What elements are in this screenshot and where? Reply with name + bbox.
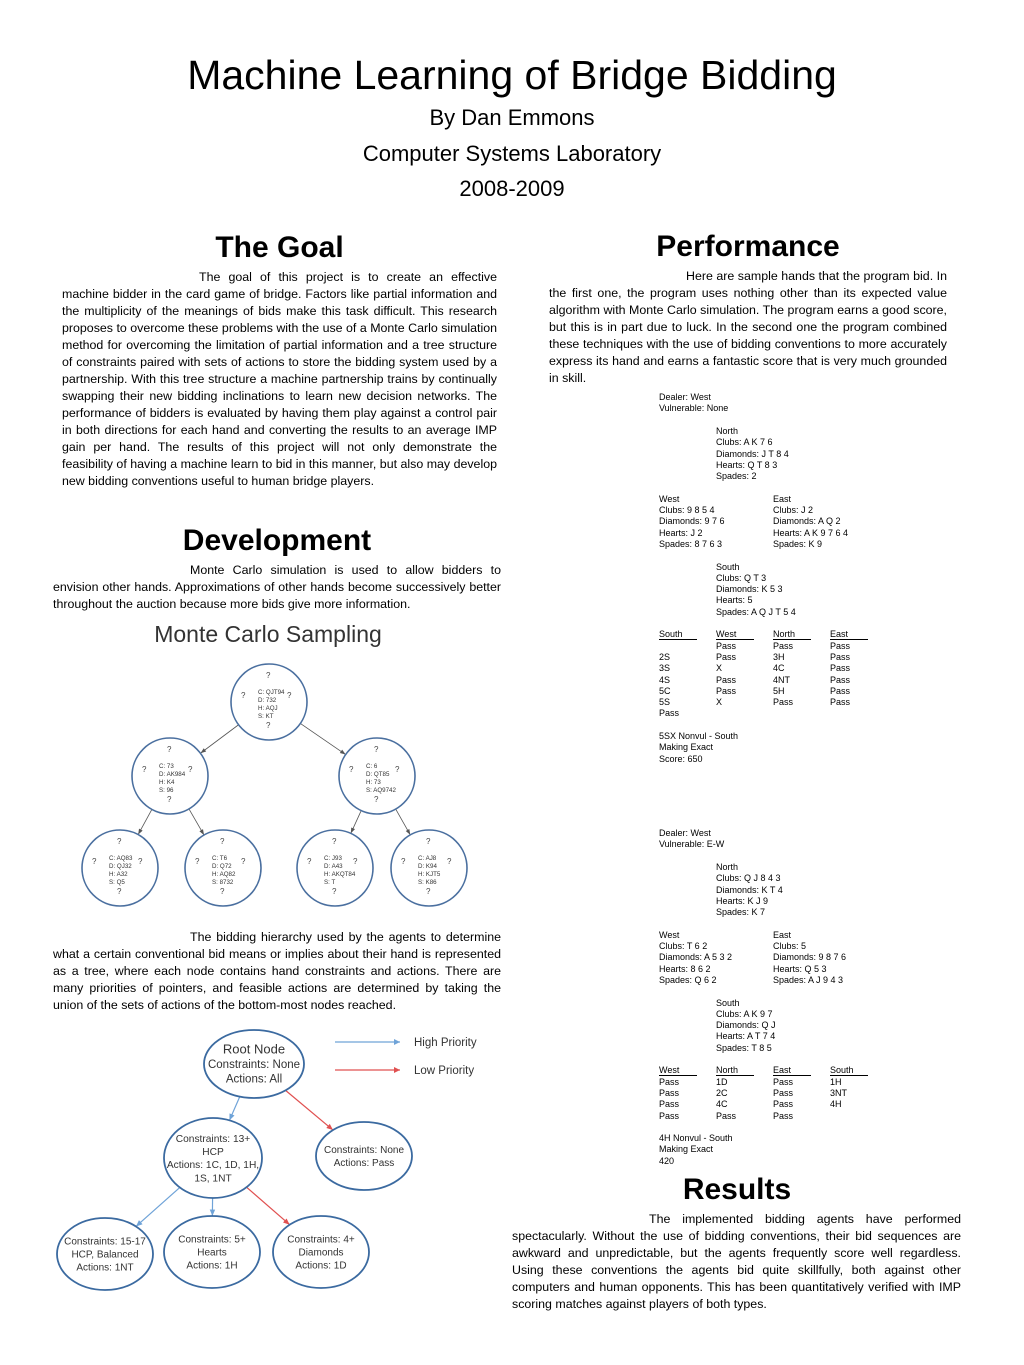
auction-header-cell: East — [830, 629, 849, 640]
tree-node-text: Constraints: None — [323, 1145, 405, 1156]
auction-bid-cell: Pass — [716, 651, 737, 662]
tree-node-text: Root Node — [222, 1041, 286, 1057]
result-line: 4H Nonvul - South — [659, 1133, 733, 1144]
monte-carlo-title: Monte Carlo Sampling — [154, 621, 382, 647]
development-heading: Development — [182, 524, 372, 557]
auction-bid-cell: Pass — [716, 1110, 737, 1121]
south-hand-line: Hearts: A T 7 4 — [716, 1031, 776, 1042]
mc-node-hand-line: S: KT — [258, 713, 274, 720]
auction-bid-cell: Pass — [773, 640, 794, 651]
mc-unknown-mark: ? — [395, 765, 400, 774]
south-hand-line: Spades: T 8 5 — [716, 1042, 772, 1053]
tree-node-text: Constraints: 4+ — [287, 1234, 355, 1246]
auction-bid-cell: Pass — [830, 674, 851, 685]
result-line: Making Exact — [659, 742, 714, 753]
tree-node-text: Constraints: None — [207, 1059, 301, 1072]
tree-node-text: 1S, 1NT — [194, 1173, 232, 1185]
east-hand-line: Diamonds: 9 8 7 6 — [773, 952, 847, 963]
mc-node-hand-line: H: K4 — [159, 779, 175, 786]
auction-bid-cell: 3H — [773, 651, 785, 662]
performance-text: Here are sample hands that the program bid. In the first one, the program uses nothing other than its expected value algorithm with Monte Carlo simulation. The program earns a good score, but this is in part due to luck. In the second one the program combined these techniques with the use of bidding conventions to more accurately express its hand and earns a fantastic score that is very much grounded in skill. — [549, 269, 947, 385]
mc-unknown-mark: ? — [332, 837, 337, 846]
vulnerable-line: Vulnerable: None — [659, 403, 729, 414]
mc-node-hand-line: H: A32 — [109, 871, 128, 878]
auction-bid-cell: Pass — [659, 708, 680, 719]
mc-edge-arrowhead — [200, 748, 206, 753]
years: 2008-2009 — [459, 176, 565, 201]
mc-unknown-mark: ? — [220, 887, 225, 896]
west-hand-line: Spades: Q 6 2 — [659, 974, 717, 985]
mc-unknown-mark: ? — [241, 691, 246, 700]
west-hand-line: Diamonds: A 5 3 2 — [659, 952, 733, 963]
auction-bid-cell: 4NT — [773, 674, 791, 685]
results-heading: Results — [682, 1173, 792, 1206]
north-hand-line: Clubs: Q J 8 4 3 — [716, 873, 781, 884]
auction-header-cell: West — [659, 1065, 680, 1076]
auction-bid-cell: Pass — [659, 1099, 680, 1110]
mc-node-hand-line: D: Q72 — [212, 863, 232, 870]
west-hand-line: Spades: 8 7 6 3 — [659, 538, 723, 549]
mc-edge-arrowhead — [340, 750, 346, 755]
mc-node-hand-line: C: 73 — [159, 763, 174, 770]
mc-edge-arrowhead — [406, 829, 411, 835]
auction-bid-cell: 1D — [716, 1076, 728, 1087]
north-hand-line: Diamonds: J T 8 4 — [716, 448, 789, 459]
auction-bid-cell: 3S — [659, 663, 671, 674]
result-line: 5SX Nonvul - South — [659, 731, 739, 741]
results-text: The implemented bidding agents have performed spectacularly. Without the use of bidding conventions, their bid sequences are awkward and unpredictable, but the agents frequently score well regardless. Using these conventions the agents bid quite skillfully, both against other computers and human opponents. This has been quantitatively verified with IMP scoring matches against players of both types. — [512, 1212, 961, 1311]
west-hand-line: Hearts: J 2 — [659, 527, 703, 538]
auction-bid-cell: 5C — [659, 685, 671, 696]
author: By Dan Emmons — [429, 105, 595, 130]
east-hand-line: East — [773, 929, 792, 940]
auction-bid-cell: Pass — [773, 1087, 794, 1098]
mc-unknown-mark: ? — [117, 887, 122, 896]
east-hand-line: Diamonds: A Q 2 — [773, 516, 841, 527]
south-hand-line: South — [716, 997, 740, 1008]
mc-unknown-mark: ? — [349, 765, 354, 774]
west-hand-line: Hearts: 8 6 2 — [659, 963, 711, 974]
result-line: 420 — [659, 1155, 675, 1166]
auction-bid-cell: 4C — [716, 1099, 728, 1110]
mc-node-hand-line: S: AQ9742 — [366, 787, 396, 794]
mc-node-hand-line: D: QJ32 — [109, 863, 132, 870]
mc-unknown-mark: ? — [220, 837, 225, 846]
mc-unknown-mark: ? — [374, 795, 379, 804]
auction-header-cell: North — [716, 1065, 739, 1076]
east-hand-line: Spades: A J 9 4 3 — [773, 974, 844, 985]
mc-unknown-mark: ? — [138, 857, 143, 866]
auction-bid-cell: Pass — [773, 1076, 794, 1087]
east-hand-line: Clubs: 5 — [773, 941, 807, 951]
south-hand-line: South — [716, 561, 740, 572]
tree-node-text: Actions: All — [225, 1073, 283, 1086]
mc-unknown-mark: ? — [266, 721, 271, 730]
tree-node-text: Hearts — [197, 1247, 227, 1259]
auction-bid-cell: 4S — [659, 674, 671, 685]
auction-header-cell: North — [773, 629, 796, 640]
mc-unknown-mark: ? — [188, 765, 193, 774]
auction-bid-cell: Pass — [659, 1110, 680, 1121]
auction-bid-cell: 2S — [659, 651, 671, 662]
auction-header-cell: West — [716, 629, 737, 640]
tree-node-text: Actions: 1C, 1D, 1H, — [166, 1160, 260, 1172]
auction-bid-cell: Pass — [659, 1076, 680, 1087]
bidding-tree-figure — [50, 1022, 500, 1292]
south-hand-line: Clubs: Q T 3 — [716, 572, 767, 583]
auction-bid-cell: Pass — [830, 663, 851, 674]
north-hand-line: North — [716, 861, 739, 872]
auction-bid-cell: 3NT — [830, 1087, 848, 1098]
mc-edge — [300, 723, 345, 754]
tree-node-text: Actions: 1D — [295, 1260, 347, 1272]
auction-bid-cell: Pass — [716, 640, 737, 651]
high-priority-arrowhead — [210, 1210, 215, 1216]
mc-node-hand-line: H: AKQT84 — [324, 871, 356, 878]
high-priority-edge — [136, 1187, 180, 1226]
mc-edge-arrowhead — [351, 827, 355, 833]
mc-unknown-mark: ? — [117, 837, 122, 846]
mc-node-hand-line: C: T6 — [212, 855, 228, 862]
east-hand-line: Hearts: Q 5 3 — [773, 963, 827, 974]
auction-bid-cell: Pass — [830, 640, 851, 651]
mc-unknown-mark: ? — [287, 691, 292, 700]
legend-high-label: High Priority — [414, 1037, 477, 1049]
legend-low-label: Low Priority — [414, 1065, 475, 1077]
mc-unknown-mark: ? — [142, 765, 147, 774]
monte-carlo-figure — [60, 612, 500, 922]
auction-bid-cell: X — [716, 697, 723, 708]
tree-node-text: Diamonds — [298, 1247, 344, 1259]
mc-node-hand-line: C: AJ8 — [418, 855, 437, 862]
low-priority-edge — [247, 1187, 290, 1225]
mc-node-hand-line: S: 96 — [159, 787, 174, 794]
south-hand-line: Spades: A Q J T 5 4 — [716, 606, 796, 617]
auction-bid-cell: Pass — [773, 1110, 794, 1121]
mc-node-hand-line: D: 732 — [258, 697, 277, 704]
mc-node-hand-line: S: T — [324, 879, 336, 886]
tree-node-text: Actions: 1NT — [76, 1262, 134, 1274]
development-text-1: Monte Carlo simulation is used to allow bidders to envision other hands. Approximations of other hands become successively better throughout the auction because more bids give more information. — [53, 563, 501, 611]
goal-heading: The Goal — [215, 231, 344, 264]
mc-node-hand-line: D: K94 — [418, 863, 437, 870]
mc-unknown-mark: ? — [426, 887, 431, 896]
tree-node — [164, 1118, 262, 1198]
north-hand-line: Hearts: Q T 8 3 — [716, 459, 778, 470]
auction-bid-cell: Pass — [773, 697, 794, 708]
goal-text: The goal of this project is to create an effective machine bidder in the card game of bridge. Factors like partial information and the multiplicity of the meanings of bids make this task difficult. This research proposes to overcome these problems with the use of a Monte Carlo simulation method for overcoming the limitation of partial information and a tree structure of constraints paired with sets of actions to store the bidding system used by a partnership. With this tree structure a machine partnership trains by continually swapping their new bidding inclinations to learn new decision networks. The performance of bidders is evaluated by having them play against a control pair in both directions for each hand and converting the results to an average IMP gain per hand. The results of this project will not only demonstrate the feasibility of having a machine learn to bid in this manner, but also may develop new bidding conventions useful to human bridge players. — [62, 270, 497, 488]
result-line: Score: 650 — [659, 753, 703, 764]
mc-edge-arrowhead — [138, 829, 142, 835]
south-hand-line: Diamonds: K 5 3 — [716, 584, 783, 595]
mc-node-hand-line: D: A43 — [324, 863, 343, 870]
south-hand-line: Hearts: 5 — [716, 595, 753, 606]
mc-unknown-mark: ? — [167, 745, 172, 754]
auction-bid-cell: 1H — [830, 1076, 842, 1087]
mc-unknown-mark: ? — [332, 887, 337, 896]
east-hand-line: Spades: K 9 — [773, 538, 823, 549]
vulnerable-line: Vulnerable: E-W — [659, 839, 725, 850]
north-hand-line: Spades: 2 — [716, 471, 757, 482]
auction-bid-cell: Pass — [659, 1087, 680, 1098]
legend-low-arrowhead — [394, 1067, 400, 1073]
development-text-2: The bidding hierarchy used by the agents to determine what a certain conventional bid means or implies about their hand is represented as a tree, where each node contains hand constraints and actions. There are many priorities of pointers, and feasible actions are determined by taking the union of the sets of actions of the bottom-most nodes reached. — [53, 930, 501, 1012]
lab-name: Computer Systems Laboratory — [362, 141, 662, 166]
auction-header-underline — [659, 639, 697, 640]
auction-header-cell: South — [659, 629, 683, 640]
auction-bid-cell: X — [716, 663, 723, 674]
auction-bid-cell: Pass — [773, 1099, 794, 1110]
auction-header-cell: South — [830, 1065, 854, 1076]
result-line: Making Exact — [659, 1144, 714, 1155]
mc-node-hand-line: S: Q5 — [109, 879, 125, 886]
tree-node-text: HCP, Balanced — [71, 1249, 139, 1261]
north-hand-line: Clubs: A K 7 6 — [716, 437, 773, 448]
mc-unknown-mark: ? — [266, 671, 271, 680]
mc-node-hand-line: H: AQ82 — [212, 871, 236, 878]
poster-title: Machine Learning of Bridge Bidding — [187, 52, 837, 98]
mc-node-hand-line: C: AQ83 — [109, 855, 133, 862]
mc-node-hand-line: D: AK984 — [159, 771, 186, 778]
auction-bid-cell: Pass — [716, 674, 737, 685]
tree-node-text: Actions: Pass — [333, 1158, 395, 1169]
tree-node-text: HCP — [202, 1146, 224, 1158]
mc-node-hand-line: H: 73 — [366, 779, 381, 786]
mc-unknown-mark: ? — [195, 857, 200, 866]
mc-unknown-mark: ? — [92, 857, 97, 866]
mc-edge — [200, 725, 238, 753]
mc-unknown-mark: ? — [447, 857, 452, 866]
mc-unknown-mark: ? — [167, 795, 172, 804]
east-hand-line: Hearts: A K 9 7 6 4 — [773, 527, 849, 538]
north-hand-line: Hearts: K J 9 — [716, 895, 769, 906]
mc-unknown-mark: ? — [374, 745, 379, 754]
east-hand-line: East — [773, 493, 792, 504]
west-hand-line: Diamonds: 9 7 6 — [659, 516, 725, 527]
sample-hand-1 — [659, 392, 909, 772]
mc-node-hand-line: C: J93 — [324, 855, 342, 862]
west-hand-line: West — [659, 493, 680, 504]
mc-unknown-mark: ? — [353, 857, 358, 866]
auction-bid-cell: 2C — [716, 1087, 728, 1098]
north-hand-line: North — [716, 425, 739, 436]
mc-node-hand-line: S: 8732 — [212, 879, 234, 886]
tree-node-text: Constraints: 13+ — [175, 1133, 251, 1145]
legend-high-arrowhead — [394, 1039, 400, 1045]
mc-edge-arrowhead — [199, 829, 204, 835]
south-hand-line: Diamonds: Q J — [716, 1020, 776, 1031]
tree-node-text: Actions: 1H — [186, 1260, 238, 1272]
mc-node-hand-line: H: AQJ — [258, 705, 278, 712]
low-priority-edge — [286, 1090, 333, 1130]
mc-node-hand-line: C: 6 — [366, 763, 378, 770]
mc-node-hand-line: H: KJT5 — [418, 871, 441, 878]
mc-unknown-mark: ? — [307, 857, 312, 866]
dealer-line: Dealer: West — [659, 828, 711, 838]
west-hand-line: West — [659, 929, 680, 940]
tree-node — [316, 1122, 412, 1190]
performance-heading: Performance — [656, 230, 840, 263]
auction-bid-cell: 4H — [830, 1099, 842, 1110]
auction-bid-cell: 5S — [659, 697, 671, 708]
west-hand-line: Clubs: 9 8 5 4 — [659, 505, 715, 515]
south-hand-line: Clubs: A K 9 7 — [716, 1008, 773, 1019]
east-hand-line: Clubs: J 2 — [773, 505, 814, 515]
mc-node-hand-line: S: K86 — [418, 879, 437, 886]
auction-bid-cell: Pass — [830, 685, 851, 696]
dealer-line: Dealer: West — [659, 392, 711, 402]
west-hand-line: Clubs: T 6 2 — [659, 941, 708, 951]
sample-hand-2 — [659, 828, 909, 1173]
mc-node-hand-line: C: QJT94 — [258, 689, 285, 696]
mc-node-hand-line: D: QT85 — [366, 771, 390, 778]
auction-header-cell: East — [773, 1065, 792, 1076]
auction-bid-cell: 4C — [773, 663, 785, 674]
mc-unknown-mark: ? — [401, 857, 406, 866]
auction-bid-cell: Pass — [716, 685, 737, 696]
north-hand-line: Spades: K 7 — [716, 907, 766, 918]
mc-unknown-mark: ? — [426, 837, 431, 846]
north-hand-line: Diamonds: K T 4 — [716, 884, 783, 895]
tree-node-text: Constraints: 5+ — [178, 1234, 246, 1246]
tree-node-text: Constraints: 15-17 — [64, 1236, 146, 1248]
mc-unknown-mark: ? — [241, 857, 246, 866]
auction-bid-cell: Pass — [830, 651, 851, 662]
auction-bid-cell: Pass — [830, 697, 851, 708]
auction-bid-cell: 5H — [773, 685, 785, 696]
